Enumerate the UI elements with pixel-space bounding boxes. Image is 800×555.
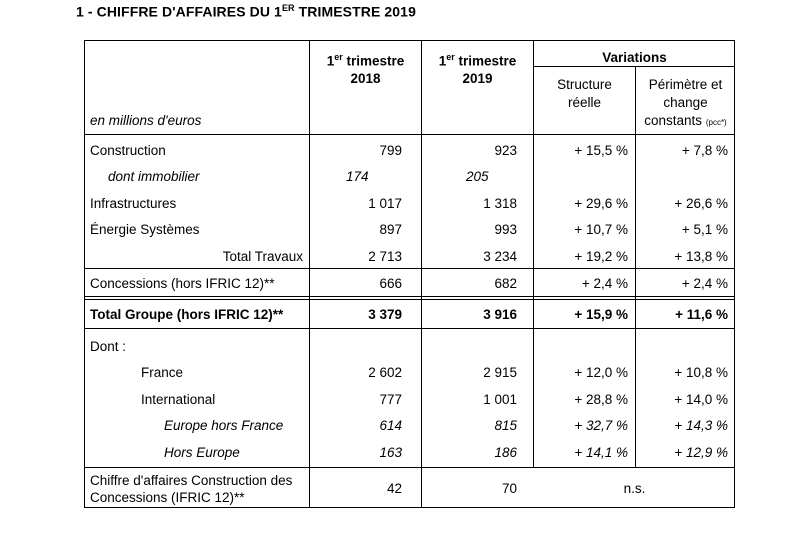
row-immobilier-2019: 205 [466,169,489,184]
row-construction-2019: 923 [494,143,517,158]
row-construction-2018: 799 [379,143,402,158]
row-hors-europe-structure: + 14,1 % [574,445,628,460]
row-total-groupe-pcc: + 11,6 % [675,307,728,322]
row-infrastructures-label: Infrastructures [90,196,177,211]
row-total-travaux-2019: 3 234 [483,249,517,264]
row-europe-label: Europe hors France [164,418,284,433]
total-bottom-line [84,328,735,329]
row-international-label: International [141,392,216,407]
row-total-travaux-structure: + 19,2 % [574,249,628,264]
row-hors-europe-label: Hors Europe [164,445,240,460]
row-concessions-label: Concessions (hors IFRIC 12)** [90,276,275,291]
title-suffix: TRIMESTRE 2019 [294,3,416,20]
row-ifric-2019: 70 [501,481,517,496]
row-total-travaux-2018: 2 713 [368,249,402,264]
row-energie-2018: 897 [379,222,402,237]
row-total-groupe-2019: 3 916 [483,307,517,322]
row-energie-2019: 993 [494,222,517,237]
row-construction-label: Construction [90,143,166,158]
row-energie-label: Énergie Systèmes [90,222,200,237]
title-prefix: 1 - CHIFFRE D'AFFAIRES DU 1 [76,3,282,20]
row-infrastructures-2019: 1 318 [483,196,517,211]
row-international-pcc: + 14,0 % [674,392,728,407]
row-france-label: France [141,365,184,380]
row-europe-pcc: + 14,3 % [674,418,728,433]
row-dont-label: Dont : [90,339,127,354]
ifric-top-line [84,467,735,468]
row-construction-structure: + 15,5 % [574,143,628,158]
report-title [76,3,416,20]
row-total-groupe-structure: + 15,9 % [574,307,628,322]
row-international-2018: 777 [379,392,402,407]
row-ifric-variation: n.s. [623,481,646,496]
row-infrastructures-structure: + 29,6 % [574,196,628,211]
row-europe-2019: 815 [494,418,517,433]
row-hors-europe-2018: 163 [379,445,402,460]
row-france-2018: 2 602 [368,365,402,380]
col-divider-2 [421,40,422,508]
row-concessions-pcc: + 2,4 % [681,276,728,291]
row-ifric-label: Chiffre d'affaires Construction des Concessions (IFRIC 12)** [90,473,293,505]
header-2019: 1er trimestre 2019 [438,52,517,86]
row-total-travaux-pcc: + 13,8 % [674,249,728,264]
header-bottom-line [84,134,735,135]
row-hors-europe-2019: 186 [494,445,517,460]
row-europe-2018: 614 [379,418,402,433]
row-total-groupe-label: Total Groupe (hors IFRIC 12)** [90,307,284,322]
row-international-structure: + 28,8 % [574,392,628,407]
row-concessions-2019: 682 [494,276,517,291]
row-energie-pcc: + 5,1 % [681,222,728,237]
header-2018: 1er trimestre 2018 [326,52,405,86]
row-international-2019: 1 001 [483,392,517,407]
row-total-groupe-2018: 3 379 [368,307,402,322]
row-infrastructures-pcc: + 26,6 % [674,196,728,211]
row-hors-europe-pcc: + 12,9 % [674,445,728,460]
row-infrastructures-2018: 1 017 [368,196,402,211]
row-concessions-2018: 666 [379,276,402,291]
row-ifric-2018: 42 [386,481,402,496]
row-europe-structure: + 32,7 % [574,418,628,433]
row-immobilier-2018: 174 [346,169,369,184]
travaux-top-line [84,268,735,269]
row-total-travaux-label: Total Travaux [222,249,303,264]
variations-underline [533,66,735,67]
header-structure: Structure réelle [557,77,612,110]
unit-label: en millions d'euros [90,113,202,128]
row-construction-pcc: + 7,8 % [681,143,728,158]
col-divider-1 [309,40,310,508]
title-sup: ER [281,3,295,13]
row-energie-structure: + 10,7 % [574,222,628,237]
row-immobilier-label: dont immobilier [108,169,200,184]
total-top-double-line [84,299,735,300]
row-concessions-structure: + 2,4 % [581,276,628,291]
row-france-pcc: + 10,8 % [674,365,728,380]
concessions-bottom-line [84,296,735,297]
row-france-structure: + 12,0 % [574,365,628,380]
header-variations: Variations [602,50,667,65]
row-france-2019: 2 915 [483,365,517,380]
header-perimetre: Périmètre et change constants (pcc*) [644,77,727,128]
